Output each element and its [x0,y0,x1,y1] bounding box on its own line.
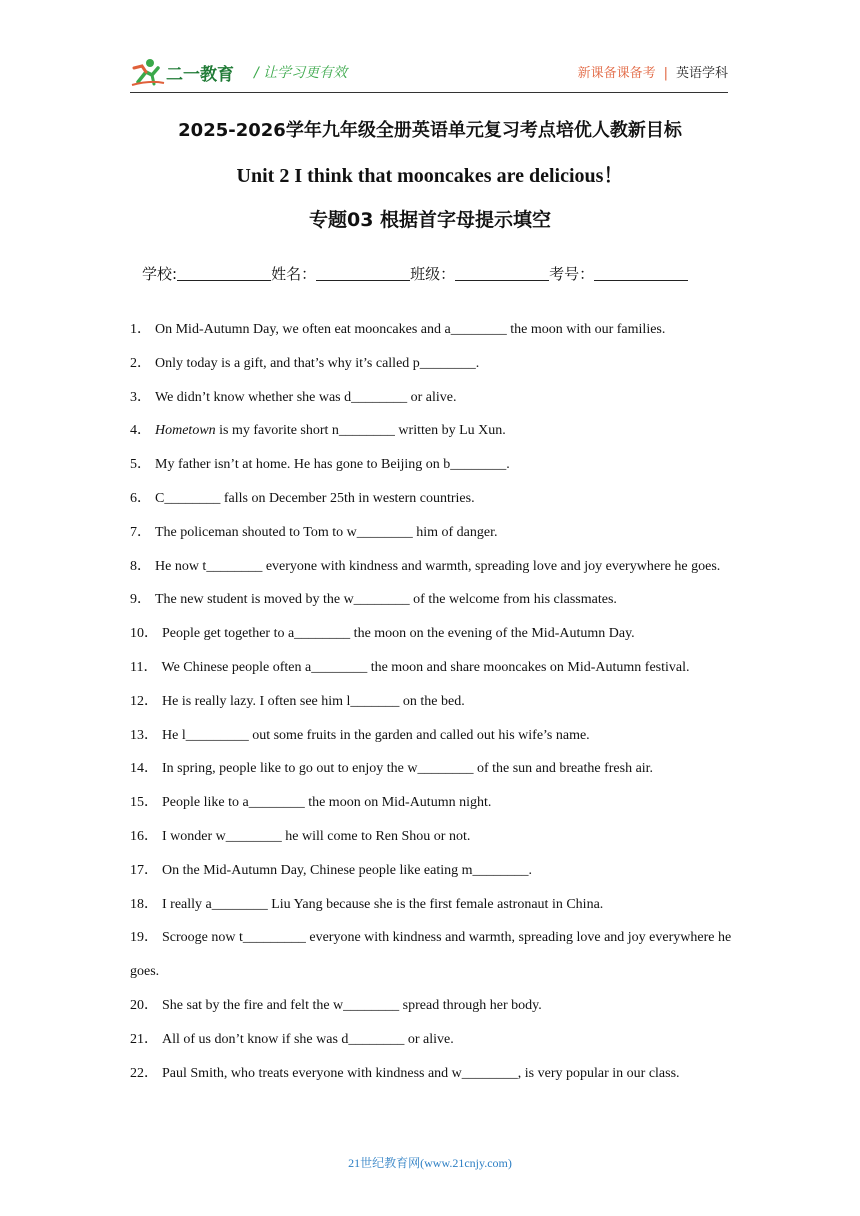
question-item: 17． On the Mid-Autumn Day, Chinese people like eating m________. [130,862,533,878]
slogan: / 让学习更有效 [254,65,348,81]
question-item: 13． He l_________ out some fruits in the garden and called out his wife’s name. [130,727,590,743]
question-item: 5． My father isn’t at home. He has gone to Beijing on b________. [130,457,510,473]
question-item: 2． Only today is a gift, and that’s why it’s called p________. [130,355,480,371]
header-right [578,62,728,81]
school-label: 学校: [142,265,178,283]
name-label: 姓名： [271,265,317,283]
class-label: 班级： [410,265,456,283]
question-item: 20． She sat by the fire and felt the w________ spread through her body. [130,997,542,1013]
page-header [130,56,728,90]
question-item: 10． People get together to a________ the moon on the evening of the Mid-Autumn Day. [130,626,635,642]
topic-title: 专题03 根据首字母提示填空 [308,209,552,231]
question-list [130,313,734,1090]
question-item: 6． C________ falls on December 25th in western countries. [130,490,475,506]
question-item: 12． He is really lazy. I often see him l_______ on the bed. [130,693,465,709]
header-separator: | [663,66,668,81]
logo [130,56,240,88]
logo-text: 二一教育 [166,65,234,85]
question-item: 9． The new student is moved by the w________ of the welcome from his classmates. [130,592,617,608]
page-footer: 21世纪教育网(www.21cnjy.com) [348,1156,512,1170]
unit-title: Unit 2 I think that mooncakes are delicious！ [236,165,624,187]
question-item: 16． I wonder w________ he will come to Ren Shou or not. [130,828,471,844]
question-item: 22． Paul Smith, who treats everyone with kindness and w________, is very popular in our class. [130,1065,680,1081]
question-item: 1． On Mid-Autumn Day, we often eat mooncakes and a________ the moon with our families. [130,322,666,337]
name-blank [316,265,410,281]
question-item: 18． I really a________ Liu Yang because she is the first female astronaut in China. [130,896,604,912]
document-title: 2025-2026学年九年级全册英语单元复习考点培优人教新目标 [178,120,682,141]
question-item: 21． All of us don’t know if she was d________ or alive. [130,1031,454,1047]
runner-logo-icon [130,56,240,88]
question-item: 19． Scrooge now t_________ everyone with kindness and warmth, spreading love and joy everywhere he goes. [130,930,732,980]
exam-no-label: 考号： [549,265,595,283]
question-item: 14． In spring, people like to go out to enjoy the w________ of the sun and breathe fresh air. [130,761,654,777]
question-item: 8． He now t________ everyone with kindness and warmth, spreading love and joy everywhere he goes. [130,558,721,574]
header-subject: 英语学科 [675,66,728,81]
question-item: 7． The policeman shouted to Tom to w________ him of danger. [130,524,498,540]
class-blank [455,265,549,281]
question-item: 11． We Chinese people often a________ the moon and share mooncakes on Mid-Autumn festival. [130,659,690,675]
student-info [142,263,688,284]
header-new-course: 新课备课备考 [577,66,656,81]
question-item: 3． We didn’t know whether she was d________ or alive. [130,389,457,405]
question-item: 15． People like to a________ the moon on Mid-Autumn night. [130,795,492,811]
header-divider [130,92,728,93]
book-title: Hometown [155,423,216,439]
school-blank [177,265,271,281]
exam-no-blank [594,265,688,281]
question-item: 4． Hometown is my favorite short n________ written by Lu Xun. [130,423,506,439]
